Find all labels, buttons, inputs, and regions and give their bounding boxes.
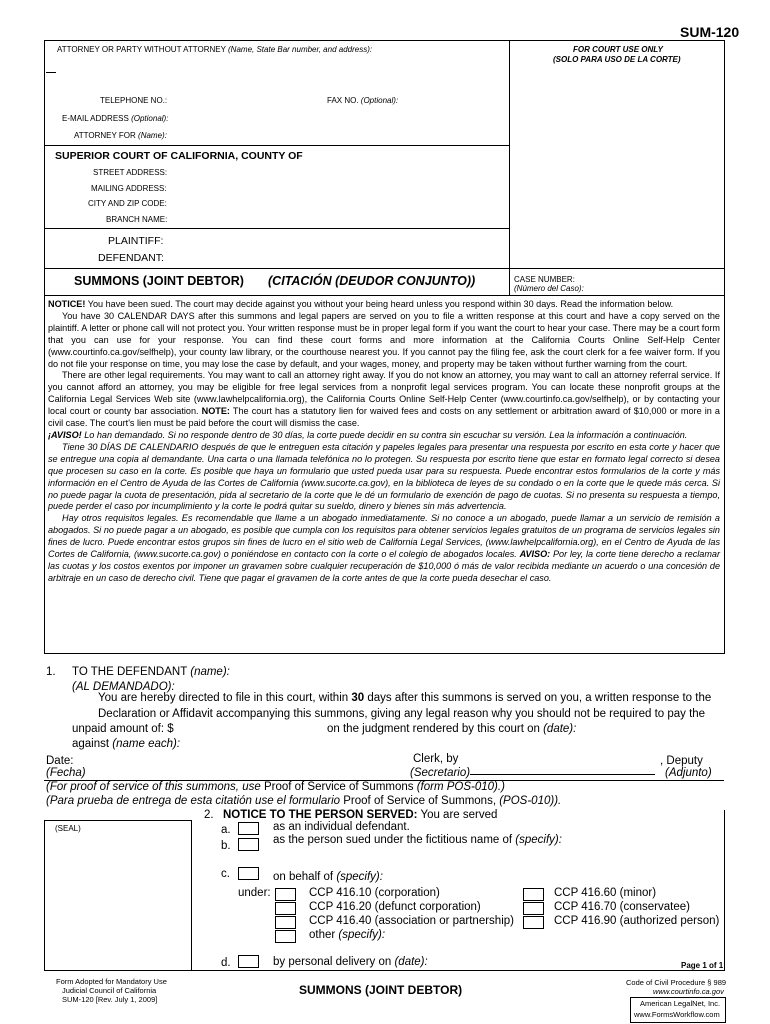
judgment-label: on the judgment rendered by this court on (date): [327, 723, 577, 735]
seal-label: (SEAL) [55, 824, 81, 833]
a-label: a. [221, 824, 231, 836]
defendant-label: DEFENDANT: [98, 252, 164, 264]
case-number-label-es: (Número del Caso): [514, 284, 584, 293]
ccp-416-40-checkbox[interactable] [275, 916, 296, 929]
on-behalf-checkbox[interactable] [238, 867, 259, 880]
d-text: by personal delivery on (date): [273, 956, 428, 968]
declaration-text: Declaration or Affidavit accompanying this summons, giving any legal reason why you should not be required to pay the [98, 708, 706, 720]
court-use-es: (SOLO PARA USO DE LA CORTE) [553, 55, 681, 64]
ccp-416-90-checkbox[interactable] [523, 916, 544, 929]
section1-number: 1. [46, 666, 56, 678]
al-demandado-label: (AL DEMANDADO): [72, 681, 175, 693]
ccp-416-60-checkbox[interactable] [523, 888, 544, 901]
individual-checkbox[interactable] [238, 822, 259, 835]
ccp-416-40-label: CCP 416.40 (association or partnership) [309, 915, 514, 927]
rule [724, 810, 725, 971]
city-zip-label: CITY AND ZIP CODE: [88, 199, 167, 208]
summons-title-es: (CITACIÓN (DEUDOR CONJUNTO)) [268, 274, 476, 288]
court-use-en: FOR COURT USE ONLY [573, 45, 663, 54]
c-label: c. [221, 868, 230, 880]
fictitious-name-checkbox[interactable] [238, 838, 259, 851]
personal-delivery-checkbox[interactable] [238, 955, 259, 968]
rule [509, 40, 510, 295]
directed-text: You are hereby directed to file in this court, within 30 days after this summons is served on you, a written response to the [98, 692, 712, 704]
notice-block: NOTICE! You have been sued. The court may decide against you without your being heard unless you respond within 30 days. Read the information below. You have 30 CALENDAR DAYS after this summons and legal papers are served on you to file a written response at this court and have a copy served on the plaintiff. A letter or phone call will not protect you. Your written response must be in proper legal form if you want the court to hear your case. There may be a court form that you can use for your response. You can find these court forms and more information at the California Courts Online Self-Help Center (www.courtinfo.ca.gov/selfhelp), your county law library, or the courthouse nearest you. If you cannot pay the filing fee, ask the court clerk for a fee waiver form. If you do not file your response on time, you may lose the case by default, and your wages, money, and property may be taken without further warning from the court. There are other legal requirements. You may want to call an attorney right away. If you do not know an attorney, you may want to call an attorney referral service. If you cannot afford an attorney, you may be eligible for free legal services from a nonprofit legal services program. You can locate these nonprofit groups at the California Legal Services Web site (www.lawhelpcalifornia.org), the California Courts Online Self-Help Center (www.courtinfo.ca.gov/selfhelp), or by contacting your local court or county bar association. NOTE: The court has a statutory lien for waived fees and costs on any settlement or arbitration award of $10,000 or more in a civil case. The court's lien must be paid before the court will dismiss the case. ¡AVISO! Lo han demandado. Si no responde dentro de 30 días, la corte puede decidir en su contra sin escuchar su versión. Lea la información a continuación. Tiene 30 DÍAS DE CALENDARIO después de que le entreguen esta citación y papeles legales para presentar una respuesta por escrito en esta corte y hacer que se entregue una copia al demandante. Una carta o una llamada telefónica no lo protegen. Su respuesta por escrito tiene que estar en formato legal correcto si desea que procesen su caso en la corte. Es posible que haya un formulario que usted pueda usar para su respuesta. Puede encontrar estos formularios de la corte y más información en el Centro de Ayuda de las Cortes de California (www.sucorte.ca.gov), en la biblioteca de leyes de su condado o en la corte que le quede más cerca. Si no puede pagar la cuota de presentación, pida al secretario de la corte que le dé un formulario de exención de pago de cuotas. Si no presenta su respuesta a tiempo, puede perder el caso por incumplimiento y la corte le podrá quitar su sueldo, dinero y bienes sin más advertencia. Hay otros requisitos legales. Es recomendable que llame a un abogado inmediatamente. Si no conoce a un abogado, puede llamar a un servicio de remisión a abogados. Si no puede pagar a un abogado, es posible que cumpla con los requisitos para obtener servicios legales gratuitos de un programa de servicios legales sin fines de lucro. Puede encontrar estos grupos sin fines de lucro en el sitio web de California Legal Services, (www.lawhelpcalifornia.org), en el Centro de Ayuda de las Cortes de California, (www.sucorte.ca.gov) o poniéndose en contacto con la corte o el colegio de abogados locales. AVISO: Por ley, la corte tiene derecho a reclamar las cuotas y los costos exentos por imponer un gravamen sobre cualquier recuperación de $10,000 ó más de valor recibida mediante un acuerdo o una concesión de arbitraje en un caso de derecho civil. Tiene que pagar el gravamen de la corte antes de que la corte pueda desechar el caso. [48, 299, 720, 583]
ccp-416-60-label: CCP 416.60 (minor) [554, 887, 657, 899]
rule [44, 295, 45, 654]
section2-number: 2. [204, 809, 214, 821]
attorney-label: ATTORNEY OR PARTY WITHOUT ATTORNEY (Name, State Bar number, and address): [57, 45, 373, 54]
b-text: as the person sued under the fictitious name of (specify): [273, 834, 562, 846]
against-label: against (name each): [72, 738, 181, 750]
form-id: SUM-120 [680, 24, 740, 40]
other-label: other (specify): [309, 929, 386, 941]
notice-person-served: NOTICE TO THE PERSON SERVED: You are served [223, 809, 498, 821]
clerk-by-label: Clerk, by [413, 753, 459, 765]
adjunto-label: (Adjunto) [665, 767, 712, 779]
rule [44, 653, 724, 654]
summons-title: SUMMONS (JOINT DEBTOR) [74, 274, 244, 288]
brand-name: American LegalNet, Inc. [640, 999, 721, 1008]
plaintiff-label: PLAINTIFF: [108, 235, 164, 247]
brand-url[interactable]: www.FormsWorkflow.com [634, 1010, 720, 1019]
email-label: E-MAIL ADDRESS (Optional): [62, 114, 169, 123]
rule [44, 40, 45, 295]
rule [46, 72, 56, 73]
footer-website: www.courtinfo.ca.gov [653, 987, 724, 996]
rule [44, 970, 724, 971]
a-text: as an individual defendant. [273, 821, 410, 833]
footer-judicial-council: Judicial Council of California [62, 986, 157, 995]
rule [44, 40, 724, 41]
fax-label: FAX NO. (Optional): [327, 96, 399, 105]
ccp-416-20-label: CCP 416.20 (defunct corporation) [309, 901, 481, 913]
unpaid-amount-label: unpaid amount of: $ [72, 723, 174, 735]
ccp-416-20-checkbox[interactable] [275, 902, 296, 915]
branch-name-label: BRANCH NAME: [106, 215, 168, 224]
proof-es: (Para prueba de entrega de esta citatión use el formulario Proof of Service of Summons, (POS-010)). [46, 795, 562, 807]
ccp-416-10-checkbox[interactable] [275, 888, 296, 901]
page-number: Page 1 of 1 [681, 961, 724, 970]
deputy-label: , Deputy [660, 755, 703, 767]
rule [44, 145, 510, 146]
footer-adopted: Form Adopted for Mandatory Use [56, 977, 167, 986]
telephone-label: TELEPHONE NO.: [100, 96, 168, 105]
fecha-label: (Fecha) [46, 767, 86, 779]
b-label: b. [221, 840, 231, 852]
c-text: on behalf of (specify): [273, 871, 383, 883]
footer-code: Code of Civil Procedure § 989 [626, 978, 727, 987]
rule [191, 820, 192, 970]
rule [44, 228, 510, 229]
ccp-416-90-label: CCP 416.90 (authorized person) [554, 915, 720, 927]
ccp-416-70-checkbox[interactable] [523, 902, 544, 915]
court-title: SUPERIOR COURT OF CALIFORNIA, COUNTY OF [55, 150, 303, 162]
street-address-label: STREET ADDRESS: [93, 168, 168, 177]
to-defendant-label: TO THE DEFENDANT (name): [72, 666, 230, 678]
rule [44, 820, 45, 970]
date-label: Date: [46, 755, 74, 767]
footer-title: SUMMONS (JOINT DEBTOR) [299, 983, 463, 997]
attorney-for-label: ATTORNEY FOR (Name): [74, 131, 167, 140]
footer-rev: SUM-120 [Rev. July 1, 2009] [62, 995, 158, 1004]
proof-en: (For proof of service of this summons, use Proof of Service of Summons (form POS-010).) [46, 781, 505, 793]
case-number-label: CASE NUMBER: [514, 275, 575, 284]
rule [724, 295, 725, 654]
d-label: d. [221, 957, 231, 969]
under-label: under: [238, 887, 271, 899]
rule [470, 774, 655, 775]
secretario-label: (Secretario) [410, 767, 471, 779]
rule [44, 295, 724, 296]
rule [44, 820, 191, 821]
rule [44, 268, 724, 269]
other-checkbox[interactable] [275, 930, 296, 943]
rule [724, 40, 725, 295]
ccp-416-10-label: CCP 416.10 (corporation) [309, 887, 440, 899]
ccp-416-70-label: CCP 416.70 (conservatee) [554, 901, 690, 913]
mailing-address-label: MAILING ADDRESS: [91, 184, 167, 193]
